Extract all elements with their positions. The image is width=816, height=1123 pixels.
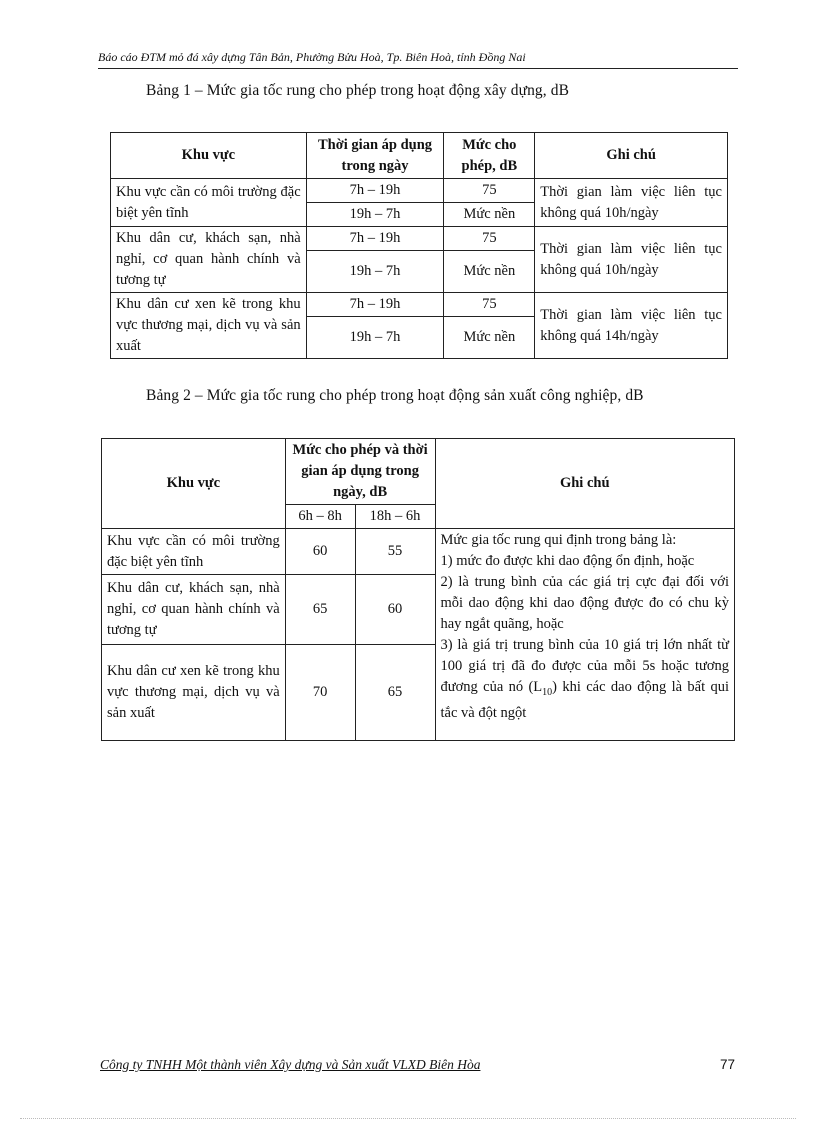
page-header: Báo cáo ĐTM mỏ đá xây dựng Tân Bản, Phường Bửu Hoà, Tp. Biên Hoà, tỉnh Đồng Nai [98, 50, 738, 69]
page-footer: Công ty TNHH Một thành viên Xây dựng và Sản xuất VLXD Biên Hòa [100, 1057, 481, 1072]
note-point-2: 2) là trung bình của các giá trị cực đại đối với mỗi dao động khi dao động được đo có chu kỳ hay ngắt quãng, hoặc [440, 574, 729, 632]
header-area: Khu vực [102, 439, 286, 529]
level-cell: 75 [444, 179, 535, 203]
note-point-3 [441, 635, 730, 724]
header-level: Mức cho phép và thời gian áp dụng trong ngày, dB [285, 439, 435, 505]
level-cell: Mức nền [444, 203, 535, 227]
note-point-3-end: ) khi các dao động là bất qui tắc và đột ngột [440, 679, 729, 721]
area-cell: Khu dân cư xen kẽ trong khu vực thương mại, dịch vụ và sản xuất [111, 293, 307, 359]
header-time: Thời gian áp dụng trong ngày [306, 133, 444, 179]
header-time-18h-6h: 18h – 6h [355, 505, 435, 529]
note-cell: Thời gian làm việc liên tục không quá 10h/ngày [535, 179, 728, 227]
note-point-3-subscript: 10 [542, 686, 553, 698]
time-cell: 7h – 19h [306, 293, 444, 317]
level-cell: 75 [444, 227, 535, 251]
note-cell: Thời gian làm việc liên tục không quá 10h/ngày [535, 227, 728, 293]
level-cell: 75 [444, 293, 535, 317]
table-industrial-vibration [101, 438, 735, 741]
header-note: Ghi chú [435, 439, 735, 529]
time-cell: 19h – 7h [306, 203, 444, 227]
level-cell: Mức nền [444, 317, 535, 359]
header-level: Mức cho phép, dB [444, 133, 535, 179]
time-cell: 7h – 19h [306, 227, 444, 251]
time-cell: 19h – 7h [306, 251, 444, 293]
level-cell: 65 [355, 645, 435, 741]
area-cell: Khu vực cần có môi trường đặc biệt yên tĩnh [102, 529, 286, 575]
note-point-1: 1) mức đo được khi dao động ổn định, hoặc [440, 553, 695, 569]
header-note: Ghi chú [535, 133, 728, 179]
level-cell: 55 [355, 529, 435, 575]
note-point-3-start: 3) là giá trị trung bình của 10 giá trị lớn nhất từ 100 giá trị đã đo được của mỗi 5s hoặc tương đương của nó (L [440, 637, 729, 695]
level-cell: Mức nền [444, 251, 535, 293]
time-cell: 19h – 7h [306, 317, 444, 359]
level-cell: 60 [355, 575, 435, 645]
note-intro: Mức gia tốc rung qui định trong bảng là: [440, 532, 677, 548]
level-cell: 65 [285, 575, 355, 645]
area-cell: Khu dân cư, khách sạn, nhà nghỉ, cơ quan hành chính và tương tự [102, 575, 286, 645]
time-cell: 7h – 19h [306, 179, 444, 203]
area-cell: Khu vực cần có môi trường đặc biệt yên tĩnh [111, 179, 307, 227]
level-cell: 60 [285, 529, 355, 575]
table-construction-vibration [110, 132, 728, 359]
header-area: Khu vực [111, 133, 307, 179]
note-cell: Thời gian làm việc liên tục không quá 14h/ngày [535, 293, 728, 359]
header-time-6h-8h: 6h – 8h [285, 505, 355, 529]
table2-caption: Bảng 2 – Mức gia tốc rung cho phép trong hoạt động sản xuất công nghiệp, dB [146, 387, 644, 404]
page-number: 77 [720, 1057, 736, 1072]
page-bottom-divider [20, 1118, 796, 1119]
table1-caption: Bảng 1 – Mức gia tốc rung cho phép trong hoạt động xây dựng, dB [146, 82, 570, 99]
area-cell: Khu dân cư xen kẽ trong khu vực thương mại, dịch vụ và sản xuất [102, 645, 286, 741]
level-cell: 70 [285, 645, 355, 741]
area-cell: Khu dân cư, khách sạn, nhà nghỉ, cơ quan hành chính và tương tự [111, 227, 307, 293]
note-cell [435, 529, 735, 741]
